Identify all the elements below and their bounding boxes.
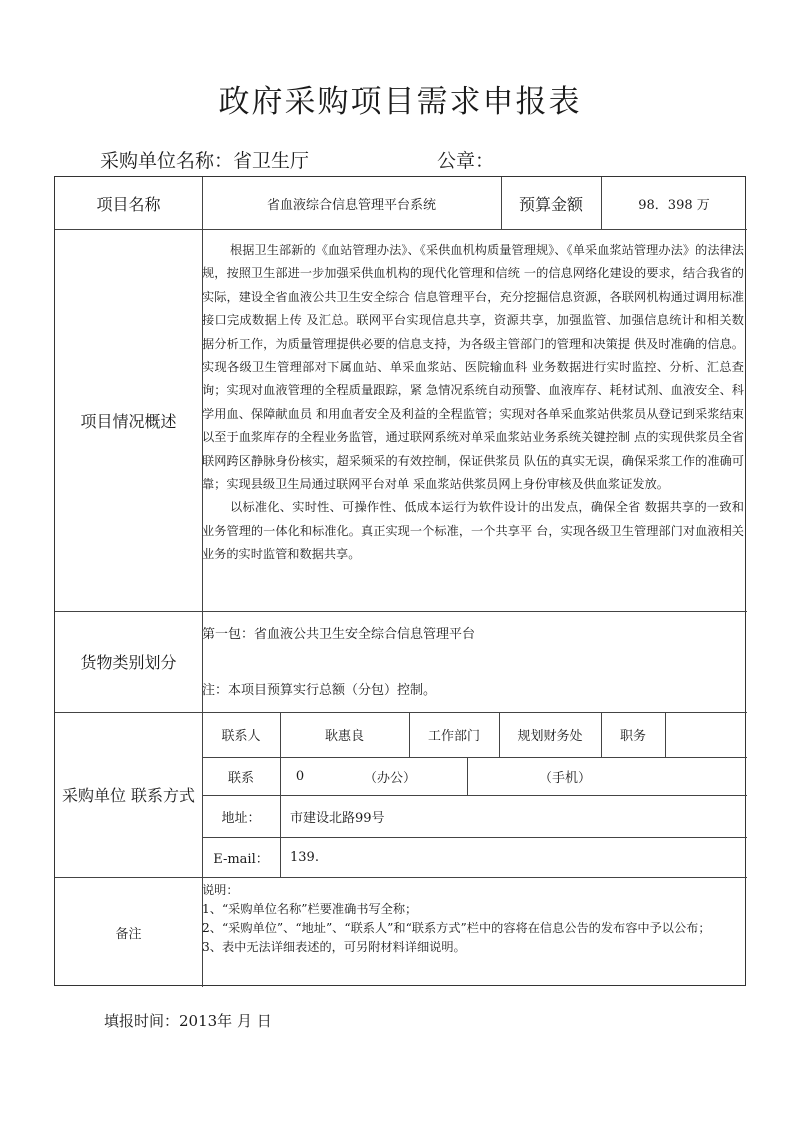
purchasing-unit-line [100, 146, 309, 173]
contact-person-value: 耿惠良 [324, 729, 364, 744]
department-value: 规划财务处 [517, 729, 583, 744]
phone-label: 联系 [227, 770, 254, 786]
goods-category-text [202, 623, 742, 698]
project-name-value: 省血液综合信息管理平台系统 [266, 197, 436, 213]
page-title: 政府采购项目需求申报表 [218, 84, 582, 120]
job-title-value [665, 712, 747, 757]
fill-date: 填报时间：2013年 月 日 [104, 1012, 272, 1030]
email-label: E-mail： [213, 851, 269, 867]
project-overview-text [202, 239, 746, 611]
official-seal-label: 公章： [437, 150, 495, 172]
purchasing-unit-value: 省卫生厅 [233, 150, 310, 172]
requirement-form [54, 176, 746, 986]
purchasing-unit-label: 采购单位名称： [100, 150, 234, 172]
project-name-label: 项目名称 [96, 194, 161, 214]
remarks-text [202, 881, 742, 957]
budget-amount-label: 预算金额 [518, 194, 583, 214]
remarks-line-2: 1、“采购单位名称”栏要准确书写全称； [202, 902, 418, 916]
job-title-label: 职务 [619, 729, 646, 744]
mobile-phone-label: （手机） [538, 770, 591, 786]
phone-value: 0 [295, 768, 305, 784]
remarks-line-3: 2、“采购单位”、“地址”、“联系人”和“联系方式”栏中的容将在信息公告的发布容中予以公布； [202, 921, 711, 935]
address-value: 市建设北路99号 [290, 810, 385, 826]
budget-amount-value: 98．398 万 [638, 197, 710, 213]
address-label: 地址： [221, 810, 261, 826]
goods-package-1: 第一包：省血液公共卫生安全综合信息管理平台 [202, 627, 476, 642]
contact-section-label: 采购单位 联系方式 [61, 786, 196, 805]
office-phone-label: （办公） [363, 770, 416, 786]
email-value: 139. [290, 849, 319, 865]
project-overview-label: 项目情况概述 [80, 411, 177, 431]
contact-person-label: 联系人 [221, 729, 261, 744]
remarks-line-1: 说明： [202, 883, 239, 897]
overview-paragraph-1: 根据卫生部新的《血站管理办法》、《采供血机构质量管理规》、《单采血浆站管理办法》的法律法规，按照卫生部进一步加强采供血机构的现代化管理和信统 一的信息网络化建设的要求，结合我省的实际，建设全省血液公共卫生安全综合 信息管理平台，充分挖掘信息资源，各联网机构通过调用标准接口完成数据上传 及汇总。联网平台实现信息共享，资源共享，加强监管、加强信息统计和相关数 据分析工作，为质量管理提供必要的信息支持，为各级主管部门的管理和决策提 供及时准确的信息。实现各级卫生管理部对下属血站、单采血浆站、医院输血科 业务数据进行实时监控、分析、汇总查询；实现对血液管理的全程质量跟踪，紧 急情况系统自动预警、血液库存、耗材试剂、血液安全、科学用血、保障献血员 和用血者安全及利益的全程监管；实现对各单采血浆站供浆员从登记到采浆结束 以至于血浆库存的全程业务监管，通过联网系统对单采血浆站业务系统关键控制 点的实现供浆员全省联网跨区静脉身份核实，超采频采的有效控制，保证供浆员 队伍的真实无误，确保采浆工作的准确可靠；实现县级卫生局通过联网平台对单 采血浆站供浆员网上身份审核及供血浆证发放。 [202, 243, 744, 492]
remarks-label: 备注 [115, 926, 142, 942]
overview-paragraph-2: 以标准化、实时性、可操作性、低成本运行为软件设计的出发点，确保全省 数据共享的一致和业务管理的一体化和标准化。真正实现一个标准，一个共享平 台，实现各级卫生管理部门对血液相关业务的实时监管和数据共享。 [202, 500, 744, 562]
goods-budget-note: 注：本项目预算实行总额（分包）控制。 [202, 683, 437, 698]
department-label: 工作部门 [427, 729, 480, 744]
remarks-line-4: 3、表中无法详细表述的，可另附材料详细说明。 [202, 940, 466, 954]
goods-category-label: 货物类别划分 [80, 653, 177, 672]
